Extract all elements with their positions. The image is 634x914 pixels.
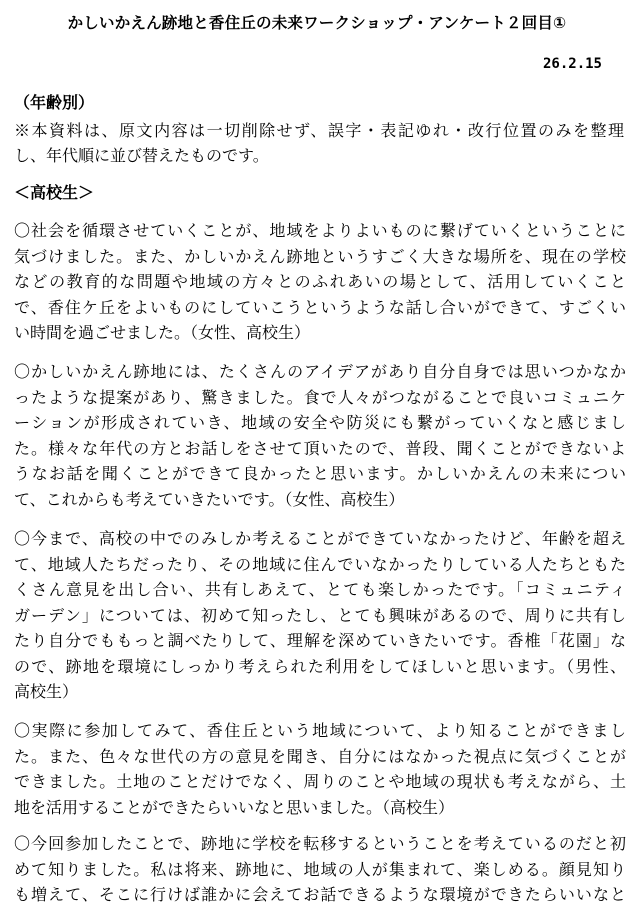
comment-block bbox=[14, 526, 626, 705]
comment-line: 〇実際に参加してみて、香住丘という地域について、より知ることができまし bbox=[14, 721, 626, 740]
comment-line: て、地域人たちだったり、その地域に住んでいなかったりしている人たちともた bbox=[14, 554, 626, 574]
comment-block bbox=[14, 718, 626, 820]
comment-line: た。また、色々な世代の方の意見を聞き、自分にはなかった視点に気づくことが bbox=[14, 746, 626, 766]
comment-line: ガーデン」については、初めて知ったし、とても興味があるので、周りに共有し bbox=[14, 605, 626, 625]
editorial-note bbox=[14, 118, 624, 168]
comment-line: で、香住ケ丘をよいものにしていこうというような話し合いができて、すごくい bbox=[14, 297, 626, 317]
document-title: かしいかえん跡地と香住丘の未来ワークショップ・アンケート２回目① bbox=[67, 14, 567, 32]
comment-line: ったような提案があり、驚きました。食で人々がつながることで良いコミュニケ bbox=[14, 387, 626, 407]
comment-line: い時間を過ごせました。（女性、高校生） bbox=[14, 323, 311, 342]
comment-block bbox=[14, 359, 626, 512]
document-date: 26.2.15 bbox=[542, 56, 602, 72]
note-line: し、年代順に並び替えたものです。 bbox=[14, 146, 269, 165]
comment-line: ーションが形成されていき、地域の安全や防災にも繋がっていくなと感じまし bbox=[14, 413, 626, 432]
comment-line: 高校生） bbox=[14, 682, 79, 701]
comment-line: 〇今まで、高校の中でのみしか考えることができていなかったけど、年齢を超え bbox=[14, 529, 626, 548]
comment-line: できました。土地のことだけでなく、周りのことや地域の現状も考えながら、土 bbox=[14, 772, 626, 791]
comment-line: 〇かしいかえん跡地には、たくさんのアイデアがあり自分自身では思いつかなか bbox=[14, 362, 626, 381]
group-heading: ＜高校生＞ bbox=[14, 183, 95, 202]
comment-line: くさん意見を出し合い、共有しあえて、とても楽しかったです。「コミュニティ bbox=[14, 580, 626, 599]
note-line: ※本資料は、原文内容は一切削除せず、誤字・表記ゆれ・改行位置のみを整理 bbox=[14, 121, 624, 140]
comment-line: たり自分でももっと調べたりして、理解を深めていきたいです。香椎「花園」な bbox=[14, 631, 626, 650]
comment-line: た。様々な年代の方とお話しをさせて頂いたので、普段、聞くことができないよ bbox=[14, 438, 626, 458]
comment-line: 〇社会を循環させていくことが、地域をよりよいものに繋げていくということに bbox=[14, 221, 626, 240]
comment-line: などの教育的な問題や地域の方々とのふれあいの場として、活用していくこと bbox=[14, 272, 626, 291]
comment-line: ので、跡地を環境にしっかり考えられた利用をしてほしいと思います。（男性、 bbox=[14, 656, 626, 676]
comment-line: 気づけました。また、かしいかえん跡地というすごく大きな場所を、現在の学校 bbox=[14, 246, 626, 266]
section-heading: （年齢別） bbox=[14, 93, 95, 112]
comment-line: て、これからも考えていきたいです。（女性、高校生） bbox=[14, 489, 405, 509]
comment-block bbox=[14, 218, 626, 346]
comment-line: 地を活用することができたらいいなと思いました。（高校生） bbox=[14, 797, 455, 817]
comment-block bbox=[14, 831, 626, 908]
comment-line: も増えて、そこに行けば誰かに会えてお話できるような環境ができたらいいなと bbox=[14, 885, 626, 904]
comment-line: 〇今回参加したことで、跡地に学校を転移するということを考えているのだと初 bbox=[14, 834, 626, 853]
comment-line: めて知りました。私は将来、跡地に、地域の人が集まれて、楽しめる。顔見知り bbox=[14, 859, 626, 879]
comment-line: うなお話を聞くことができて良かったと思います。かしいかえんの未来につい bbox=[14, 464, 626, 483]
